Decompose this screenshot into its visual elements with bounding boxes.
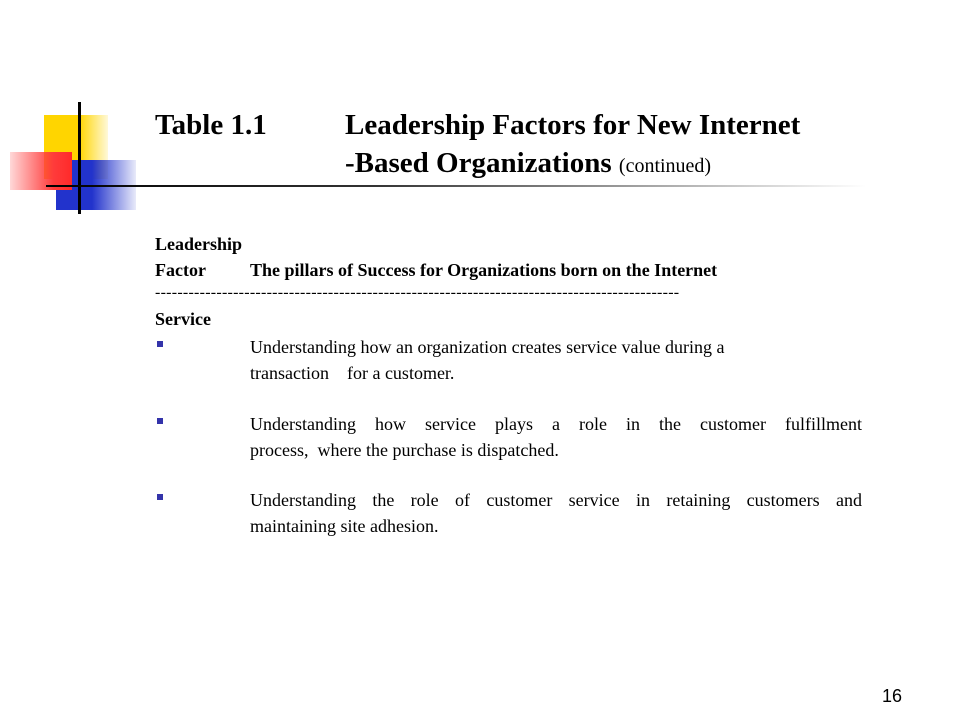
logo-vertical-line [78, 102, 81, 214]
list-item-line: transaction for a customer. [250, 363, 455, 383]
square-bullet-icon [157, 341, 163, 347]
page-number: 16 [882, 686, 903, 706]
title-continued: (continued) [618, 155, 712, 177]
section-service: Service [155, 309, 211, 329]
list-item-line: Understanding how an organization creates service value during a [250, 337, 725, 357]
list-item [250, 411, 862, 463]
title-underline [46, 185, 866, 187]
title-line-2-text: -Based Organizations [345, 147, 612, 179]
header-pillars: The pillars of Success for Organizations born on the Internet [250, 260, 718, 280]
title-line-1: Leadership Factors for New Internet [345, 109, 801, 141]
title-table-number: Table 1.1 [155, 109, 267, 141]
square-bullet-icon [157, 418, 163, 424]
list-item-line: Understanding how service plays a role in the customer fulfillment [250, 414, 862, 434]
square-bullet-icon [157, 494, 163, 500]
header-leadership: Leadership [155, 234, 243, 254]
list-item-line: Understanding the role of customer service in retaining customers and [250, 490, 862, 510]
header-factor: Factor [155, 260, 206, 280]
list-item [250, 487, 862, 539]
dashed-divider: ---------------------------------------------------------------------------------------------- [155, 284, 680, 301]
list-item-line: process, where the purchase is dispatched. [250, 440, 559, 460]
title-line-2 [345, 145, 711, 184]
list-item [250, 334, 862, 386]
list-item-line: maintaining site adhesion. [250, 516, 439, 536]
